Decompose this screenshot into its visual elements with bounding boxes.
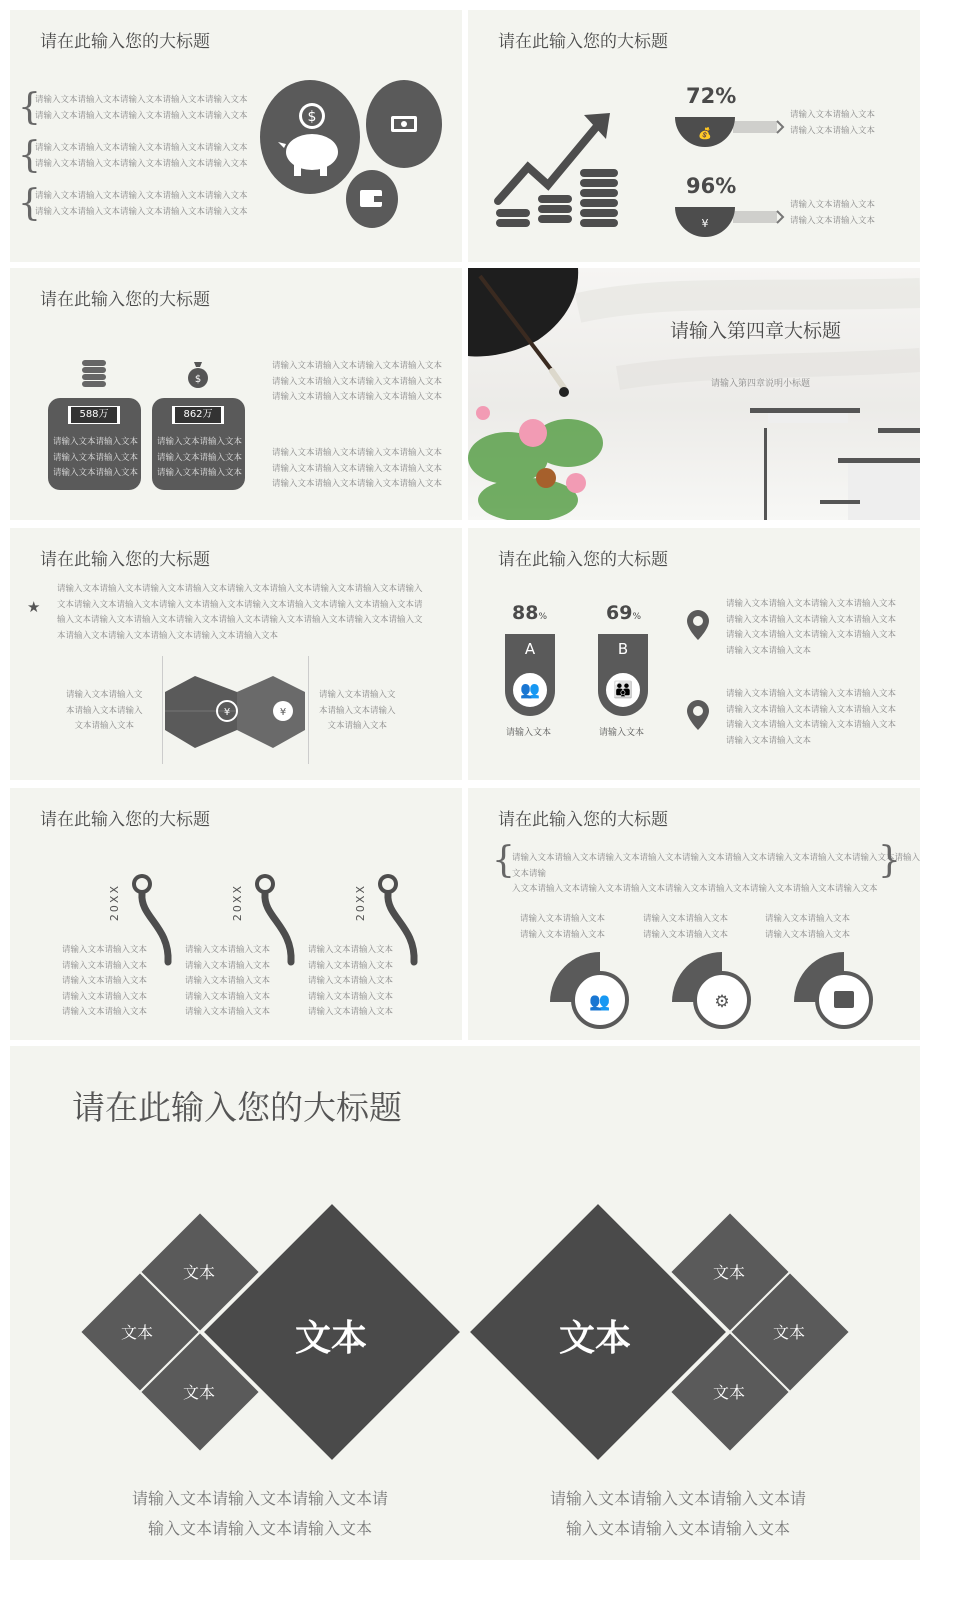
slide-title-large: 请在此输入您的大标题 bbox=[72, 1088, 402, 1127]
text-block: 请输入文本请输入文本 请输入文本请输入文本 bbox=[520, 914, 606, 940]
diamond-label-small: 文本 bbox=[713, 1383, 746, 1402]
piggy-bank-icon bbox=[260, 80, 360, 195]
diamond-label-small: 文本 bbox=[183, 1383, 216, 1402]
svg-text:¥: ¥ bbox=[279, 707, 287, 718]
percent-69: 69% bbox=[606, 602, 642, 624]
slide-title: 请在此输入您的大标题 bbox=[40, 810, 210, 830]
slide-2 bbox=[468, 10, 920, 262]
year-label: 20XX bbox=[354, 884, 367, 922]
slide-title: 请在此输入您的大标题 bbox=[498, 550, 668, 570]
slide-3 bbox=[10, 268, 462, 520]
paragraph: 请输入文本请输入文本请输入文本请输入文本请输入文本请输入文本请输入文本请输入文本请输入文本请输入文本请输入文本请输入文本请输入文本请输入文本请输入文本请输入文本请输入文本请输入文本请输入文本请输入文本请输入文本请输入文本请输入文本请输入文本请输入文本请输入文本请输入文本请输入文本请输入文本请输入文本请输入文本 bbox=[57, 584, 423, 641]
slide-title: 请在此输入您的大标题 bbox=[498, 32, 668, 52]
text-block: 请输入文本请输入文本请输入文本请输入文本 请输入文本请输入文本请输入文本请输入文本 请输入文本请输入文本请输入文本请输入文本 bbox=[272, 448, 443, 489]
diamond-label-small: 文本 bbox=[183, 1263, 216, 1282]
text-block: 请输入文本请输入文本请输入文本请输入文本 请输入文本请输入文本请输入文本请输入文本 请输入文本请输入文本请输入文本请输入文本 bbox=[272, 361, 443, 402]
star-icon: ★ bbox=[27, 598, 41, 616]
slide-1 bbox=[10, 10, 462, 262]
year-label: 20XX bbox=[231, 884, 244, 922]
caption-right: 请输入文本请输入文本请输入文本请 输入文本请输入文本请输入文本 bbox=[549, 1489, 806, 1538]
cash-icon bbox=[366, 80, 442, 168]
bar-label: B bbox=[617, 640, 629, 658]
gear-circle-icon bbox=[670, 950, 752, 1030]
people-circle-icon bbox=[548, 950, 630, 1030]
growth-coins-icon bbox=[488, 105, 623, 235]
wallet-icon bbox=[346, 170, 398, 228]
text-block: 请输入文本请输入文本 请输入文本请输入文本 bbox=[790, 110, 876, 136]
slide-title: 请在此输入您的大标题 bbox=[498, 810, 668, 830]
brace-icon: { bbox=[18, 135, 41, 176]
stat-value: 588万 bbox=[68, 406, 120, 424]
diamond-diagram bbox=[10, 1046, 920, 1560]
text-block: 请输入文本请输入文本请输入文本请输入文本 请输入文本请输入文本请输入文本请输入文本 请输入文本请输入文本请输入文本请输入文本 请输入文本请输入文本 bbox=[726, 599, 897, 656]
svg-text:💰: 💰 bbox=[698, 127, 712, 140]
svg-text:¥: ¥ bbox=[223, 707, 231, 718]
money-bag-icon bbox=[187, 360, 209, 388]
slide-7 bbox=[10, 788, 462, 1040]
text-block: 请输入文本请输入文本请输入文本请输入文本请输入文本 请输入文本请输入文本请输入文本请输入文本请输入文本 bbox=[35, 191, 248, 217]
diamond-label-small: 文本 bbox=[121, 1323, 154, 1342]
stat-card-2 bbox=[152, 398, 245, 490]
diamond-label-small: 文本 bbox=[713, 1263, 746, 1282]
caption-left: 请输入文本请输入文本请输入文本请 输入文本请输入文本请输入文本 bbox=[131, 1489, 388, 1538]
chapter-title: 请输入第四章大标题 bbox=[670, 320, 842, 342]
percent-96: 96% bbox=[686, 174, 737, 198]
brace-right-icon: } bbox=[878, 840, 901, 881]
card-text: 请输入文本请输入文本 请输入文本请输入文本 请输入文本请输入文本 bbox=[157, 437, 243, 478]
group-icon: 👪 bbox=[603, 670, 643, 710]
card-text: 请输入文本请输入文本 请输入文本请输入文本 请输入文本请输入文本 bbox=[53, 437, 139, 478]
slide-8 bbox=[468, 788, 920, 1040]
stat-card-1 bbox=[48, 398, 141, 490]
coin-stack-icon bbox=[82, 360, 108, 388]
svg-text:¥: ¥ bbox=[701, 217, 709, 230]
slide-5 bbox=[10, 528, 462, 780]
card-circle-icon bbox=[792, 950, 874, 1030]
side-text-right: 请输入文本请输入文 本请输入文本请输入 文本请输入文本 bbox=[319, 690, 396, 731]
diamond-label-big: 文本 bbox=[559, 1318, 632, 1359]
text-block: 请输入文本请输入文本 请输入文本请输入文本 bbox=[643, 914, 729, 940]
text-block: 请输入文本请输入文本 请输入文本请输入文本 bbox=[765, 914, 851, 940]
slide-title: 请在此输入您的大标题 bbox=[40, 32, 210, 52]
money-bag-bowl-icon bbox=[675, 115, 785, 149]
slide-4-chapter bbox=[468, 268, 920, 520]
diamond-label-small: 文本 bbox=[773, 1323, 806, 1342]
text-block: 请输入文本请输入文本请输入文本请输入文本 请输入文本请输入文本请输入文本请输入文本 请输入文本请输入文本请输入文本请输入文本 请输入文本请输入文本 bbox=[726, 689, 897, 746]
caption: 请输入文本 bbox=[506, 728, 552, 738]
slide-6 bbox=[468, 528, 920, 780]
text-block: 请输入文本请输入文本请输入文本请输入文本请输入文本 请输入文本请输入文本请输入文本请输入文本请输入文本 bbox=[35, 95, 248, 121]
bar-b bbox=[598, 634, 648, 716]
text-block: 请输入文本请输入文本 请输入文本请输入文本 请输入文本请输入文本 请输入文本请输入文本 请输入文本请输入文本 bbox=[308, 945, 394, 1017]
stat-value: 862万 bbox=[172, 406, 224, 424]
location-pin-icon bbox=[686, 700, 710, 730]
side-text-left: 请输入文本请输入文 本请输入文本请输入 文本请输入文本 bbox=[66, 690, 143, 731]
text-block: 请输入文本请输入文本 请输入文本请输入文本 请输入文本请输入文本 请输入文本请输入文本 请输入文本请输入文本 bbox=[62, 945, 148, 1017]
svg-text:👥: 👥 bbox=[589, 992, 611, 1012]
percent-88: 88% bbox=[512, 602, 548, 624]
ink-brush-stroke bbox=[468, 268, 920, 520]
svg-text:$: $ bbox=[307, 109, 317, 125]
chapter-subtitle: 请输入第四章说明小标题 bbox=[711, 379, 811, 389]
people-icon: 👥 bbox=[510, 670, 550, 710]
hexagon-yen-icons bbox=[165, 674, 310, 750]
brace-left-icon: { bbox=[492, 840, 515, 881]
brace-icon: { bbox=[18, 87, 41, 128]
bar-label: A bbox=[524, 640, 536, 658]
yen-bag-bowl-icon bbox=[675, 205, 785, 239]
percent-72: 72% bbox=[686, 84, 737, 108]
text-block: 请输入文本请输入文本 请输入文本请输入文本 bbox=[790, 200, 876, 226]
brace-icon: { bbox=[18, 183, 41, 224]
location-pin-icon bbox=[686, 610, 710, 640]
svg-text:⚙: ⚙ bbox=[714, 992, 730, 1012]
slide-9 bbox=[10, 1046, 920, 1560]
divider bbox=[162, 656, 163, 764]
diamond-label-big: 文本 bbox=[295, 1318, 368, 1359]
bar-a bbox=[505, 634, 555, 716]
text-block: 请输入文本请输入文本 请输入文本请输入文本 请输入文本请输入文本 请输入文本请输入文本 请输入文本请输入文本 bbox=[185, 945, 271, 1017]
slide-title: 请在此输入您的大标题 bbox=[40, 550, 210, 570]
year-label: 20XX bbox=[108, 884, 121, 922]
text-block: 请输入文本请输入文本请输入文本请输入文本请输入文本 请输入文本请输入文本请输入文本请输入文本请输入文本 bbox=[35, 143, 248, 169]
caption: 请输入文本 bbox=[599, 728, 645, 738]
paragraph: 请输入文本请输入文本请输入文本请输入文本请输入文本请输入文本请输入文本请输入文本请输入文本请输入文本请输 入文本请输入文本请输入文本请输入文本请输入文本请输入文本请输入文本请输入文本请输入文本 bbox=[512, 853, 920, 894]
slide-title: 请在此输入您的大标题 bbox=[40, 290, 210, 310]
svg-text:$: $ bbox=[194, 374, 202, 385]
